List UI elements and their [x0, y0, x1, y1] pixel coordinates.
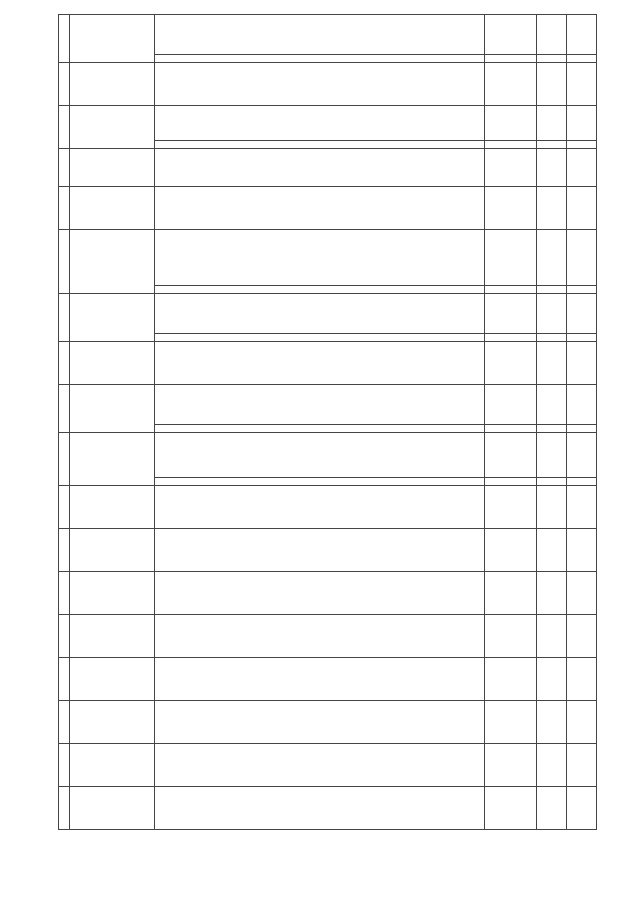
year-built-cell: [567, 385, 597, 425]
year-plan-cell: [537, 433, 567, 478]
table-row: [59, 187, 597, 230]
row-number: [59, 486, 70, 529]
table-row: [59, 658, 597, 701]
row-number: [59, 106, 70, 149]
code-cell: [485, 294, 537, 334]
address-cell: [70, 385, 155, 433]
year-built-cell: [567, 149, 597, 187]
code-cell: [485, 187, 537, 230]
work-description-cell: [155, 529, 485, 572]
year-built-cell: [567, 529, 597, 572]
year-plan-cell: [537, 529, 567, 572]
work-description-cell: [155, 342, 485, 385]
code-cell: [485, 572, 537, 615]
address-cell: [70, 486, 155, 529]
table-row: [59, 294, 597, 334]
table-row: [59, 433, 597, 478]
year-built-cell: [567, 106, 597, 141]
row-number: [59, 294, 70, 342]
code-cell: [485, 615, 537, 658]
address-cell: [70, 787, 155, 830]
work-description-cell: [155, 433, 485, 478]
work-description-cell: [155, 15, 485, 55]
code-cell: [485, 701, 537, 744]
address-cell: [70, 106, 155, 149]
year-plan-cell: [537, 55, 567, 63]
code-cell: [485, 342, 537, 385]
code-cell: [485, 149, 537, 187]
table-row: [59, 572, 597, 615]
table-row: [59, 385, 597, 425]
work-description-cell: [155, 63, 485, 106]
table-row: [59, 744, 597, 787]
address-cell: [70, 433, 155, 486]
address-cell: [70, 701, 155, 744]
code-cell: [485, 141, 537, 149]
year-built-cell: [567, 572, 597, 615]
work-description-cell: [155, 286, 485, 294]
address-cell: [70, 615, 155, 658]
year-built-cell: [567, 334, 597, 342]
year-built-cell: [567, 787, 597, 830]
year-built-cell: [567, 342, 597, 385]
row-number: [59, 787, 70, 830]
year-built-cell: [567, 701, 597, 744]
address-cell: [70, 15, 155, 63]
work-description-cell: [155, 572, 485, 615]
work-description-cell: [155, 149, 485, 187]
table-row: [59, 342, 597, 385]
year-plan-cell: [537, 342, 567, 385]
work-description-cell: [155, 787, 485, 830]
year-plan-cell: [537, 701, 567, 744]
year-plan-cell: [537, 486, 567, 529]
code-cell: [485, 230, 537, 286]
row-number: [59, 572, 70, 615]
code-cell: [485, 385, 537, 425]
year-built-cell: [567, 187, 597, 230]
year-plan-cell: [537, 744, 567, 787]
code-cell: [485, 55, 537, 63]
year-plan-cell: [537, 294, 567, 334]
row-number: [59, 230, 70, 294]
year-plan-cell: [537, 572, 567, 615]
code-cell: [485, 63, 537, 106]
code-cell: [485, 425, 537, 433]
work-description-cell: [155, 385, 485, 425]
row-number: [59, 15, 70, 63]
code-cell: [485, 787, 537, 830]
year-built-cell: [567, 744, 597, 787]
year-built-cell: [567, 658, 597, 701]
year-plan-cell: [537, 230, 567, 286]
address-cell: [70, 294, 155, 342]
row-number: [59, 342, 70, 385]
work-description-cell: [155, 230, 485, 286]
row-number: [59, 187, 70, 230]
row-number: [59, 149, 70, 187]
address-cell: [70, 572, 155, 615]
year-plan-cell: [537, 385, 567, 425]
year-plan-cell: [537, 63, 567, 106]
year-built-cell: [567, 15, 597, 55]
address-cell: [70, 342, 155, 385]
year-plan-cell: [537, 149, 567, 187]
work-description-cell: [155, 658, 485, 701]
year-plan-cell: [537, 106, 567, 141]
code-cell: [485, 286, 537, 294]
work-description-cell: [155, 701, 485, 744]
row-number: [59, 658, 70, 701]
year-plan-cell: [537, 425, 567, 433]
address-cell: [70, 744, 155, 787]
year-built-cell: [567, 63, 597, 106]
table-row: [59, 701, 597, 744]
address-cell: [70, 529, 155, 572]
year-built-cell: [567, 230, 597, 286]
year-built-cell: [567, 141, 597, 149]
work-description-cell: [155, 334, 485, 342]
work-description-cell: [155, 486, 485, 529]
row-number: [59, 615, 70, 658]
row-number: [59, 433, 70, 486]
code-cell: [485, 478, 537, 486]
year-built-cell: [567, 55, 597, 63]
code-cell: [485, 486, 537, 529]
year-plan-cell: [537, 15, 567, 55]
table-row: [59, 615, 597, 658]
address-cell: [70, 63, 155, 106]
row-number: [59, 744, 70, 787]
year-plan-cell: [537, 286, 567, 294]
year-built-cell: [567, 294, 597, 334]
work-description-cell: [155, 744, 485, 787]
address-cell: [70, 149, 155, 187]
code-cell: [485, 744, 537, 787]
year-plan-cell: [537, 187, 567, 230]
year-plan-cell: [537, 615, 567, 658]
work-description-cell: [155, 615, 485, 658]
code-cell: [485, 334, 537, 342]
work-description-cell: [155, 141, 485, 149]
year-plan-cell: [537, 141, 567, 149]
table-row: [59, 63, 597, 106]
table-body: [59, 15, 597, 830]
work-description-cell: [155, 294, 485, 334]
year-built-cell: [567, 478, 597, 486]
row-number: [59, 385, 70, 433]
table-row: [59, 15, 597, 55]
row-number: [59, 63, 70, 106]
address-cell: [70, 658, 155, 701]
row-number: [59, 529, 70, 572]
year-plan-cell: [537, 478, 567, 486]
table-row: [59, 230, 597, 286]
year-built-cell: [567, 615, 597, 658]
table-row: [59, 529, 597, 572]
table-row: [59, 149, 597, 187]
code-cell: [485, 658, 537, 701]
row-number: [59, 701, 70, 744]
year-plan-cell: [537, 787, 567, 830]
table-row: [59, 486, 597, 529]
year-built-cell: [567, 433, 597, 478]
address-cell: [70, 187, 155, 230]
code-cell: [485, 529, 537, 572]
year-plan-cell: [537, 334, 567, 342]
code-cell: [485, 106, 537, 141]
work-description-cell: [155, 106, 485, 141]
code-cell: [485, 433, 537, 478]
year-plan-cell: [537, 658, 567, 701]
address-cell: [70, 230, 155, 294]
year-built-cell: [567, 425, 597, 433]
year-built-cell: [567, 286, 597, 294]
repair-schedule-table: [58, 14, 597, 830]
work-description-cell: [155, 425, 485, 433]
work-description-cell: [155, 478, 485, 486]
work-description-cell: [155, 187, 485, 230]
year-built-cell: [567, 486, 597, 529]
work-description-cell: [155, 55, 485, 63]
table-row: [59, 106, 597, 141]
code-cell: [485, 15, 537, 55]
table-row: [59, 787, 597, 830]
